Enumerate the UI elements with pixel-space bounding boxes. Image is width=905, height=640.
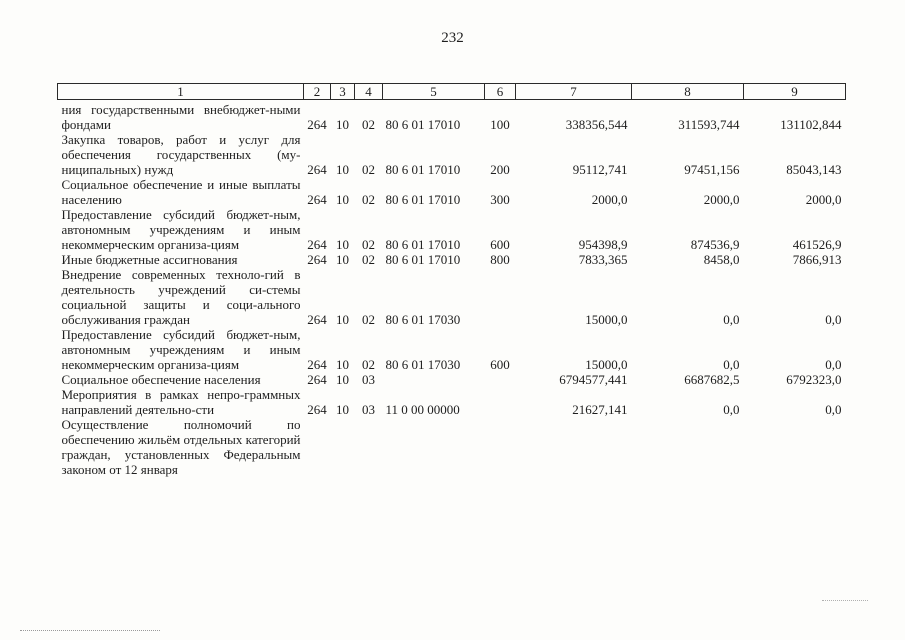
table-row bbox=[58, 207, 846, 252]
cell-amount-8: 2000,0 bbox=[703, 192, 740, 207]
cell-amount-7: 2000,0 bbox=[591, 192, 628, 207]
cell-section: 10 bbox=[336, 237, 349, 252]
table-row bbox=[58, 132, 846, 177]
cell-subsection: 03 bbox=[362, 402, 375, 417]
column-number-header bbox=[58, 84, 846, 100]
cell-section: 10 bbox=[336, 192, 349, 207]
table-row bbox=[58, 100, 846, 133]
row-name: Социальное обеспечение населения bbox=[61, 372, 261, 387]
cell-amount-7: 21627,141 bbox=[572, 402, 628, 417]
cell-target-article: 80 6 01 17010 bbox=[385, 117, 461, 132]
cell-expense-type: 100 bbox=[490, 117, 510, 132]
cell-amount-9: 0,0 bbox=[825, 402, 842, 417]
col-header-4: 4 bbox=[355, 84, 383, 100]
cell-expense-type bbox=[485, 417, 516, 477]
cell-expense-type: 600 bbox=[490, 357, 510, 372]
cell-expense-type: 800 bbox=[490, 252, 510, 267]
table-row bbox=[58, 387, 846, 417]
budget-table bbox=[57, 83, 846, 477]
cell-ministry: 264 bbox=[307, 252, 327, 267]
cell-target-article bbox=[383, 417, 485, 477]
row-name: Предоставление субсидий бюджет-ным, автономным учреждениям и иным некоммерческим организа-циям bbox=[61, 327, 301, 372]
table-row bbox=[58, 177, 846, 207]
cell-amount-8: 311593,744 bbox=[678, 117, 740, 132]
cell-target-article: 80 6 01 17030 bbox=[385, 312, 461, 327]
row-name: Иные бюджетные ассигнования bbox=[61, 252, 238, 267]
row-name: Закупка товаров, работ и услуг для обеспечения государственных (му-ниципальных) нужд bbox=[61, 132, 301, 177]
cell-amount-8: 874536,9 bbox=[690, 237, 740, 252]
col-header-6: 6 bbox=[485, 84, 516, 100]
col-header-9: 9 bbox=[744, 84, 846, 100]
cell-subsection: 02 bbox=[362, 237, 375, 252]
cell-amount-7 bbox=[516, 417, 632, 477]
cell-section: 10 bbox=[336, 117, 349, 132]
cell-section: 10 bbox=[336, 372, 349, 387]
cell-target-article: 80 6 01 17030 bbox=[385, 357, 461, 372]
cell-expense-type bbox=[485, 372, 516, 387]
cell-amount-8: 97451,156 bbox=[684, 162, 740, 177]
cell-amount-9: 0,0 bbox=[825, 312, 842, 327]
cell-ministry: 264 bbox=[307, 312, 327, 327]
col-header-2: 2 bbox=[304, 84, 331, 100]
cell-ministry bbox=[304, 417, 331, 477]
col-header-7: 7 bbox=[516, 84, 632, 100]
cell-amount-9: 85043,143 bbox=[786, 162, 842, 177]
cell-subsection: 02 bbox=[362, 117, 375, 132]
cell-amount-8: 6687682,5 bbox=[684, 372, 740, 387]
cell-section: 10 bbox=[336, 357, 349, 372]
cell-amount-8: 0,0 bbox=[723, 312, 740, 327]
cell-target-article: 11 0 00 00000 bbox=[385, 402, 460, 417]
cell-amount-8: 0,0 bbox=[723, 402, 740, 417]
row-name: ния государственными внебюджет-ными фондами bbox=[61, 102, 301, 132]
cell-expense-type: 300 bbox=[490, 192, 510, 207]
cell-expense-type: 200 bbox=[490, 162, 510, 177]
cell-target-article bbox=[383, 372, 485, 387]
cell-ministry: 264 bbox=[307, 357, 327, 372]
cell-ministry: 264 bbox=[307, 162, 327, 177]
table-row bbox=[58, 417, 846, 477]
cell-target-article: 80 6 01 17010 bbox=[385, 237, 461, 252]
cell-amount-9: 0,0 bbox=[825, 357, 842, 372]
cell-expense-type bbox=[485, 387, 516, 417]
page-number: 232 bbox=[441, 30, 464, 46]
cell-subsection: 03 bbox=[362, 372, 375, 387]
cell-section bbox=[331, 417, 355, 477]
cell-amount-7: 7833,365 bbox=[578, 252, 628, 267]
cell-section: 10 bbox=[336, 402, 349, 417]
cell-ministry: 264 bbox=[307, 402, 327, 417]
cell-amount-7: 6794577,441 bbox=[559, 372, 628, 387]
cell-amount-7: 15000,0 bbox=[585, 312, 628, 327]
cell-amount-9: 6792323,0 bbox=[786, 372, 842, 387]
cell-target-article: 80 6 01 17010 bbox=[385, 192, 461, 207]
row-name: Мероприятия в рамках непро-граммных направлений деятельно-сти bbox=[61, 387, 301, 417]
cell-subsection: 02 bbox=[362, 357, 375, 372]
cell-subsection bbox=[355, 417, 383, 477]
cell-amount-9: 461526,9 bbox=[792, 237, 842, 252]
cell-amount-8 bbox=[632, 417, 744, 477]
table-row bbox=[58, 372, 846, 387]
cell-subsection: 02 bbox=[362, 162, 375, 177]
cell-section: 10 bbox=[336, 252, 349, 267]
cell-amount-8: 8458,0 bbox=[703, 252, 740, 267]
cell-subsection: 02 bbox=[362, 192, 375, 207]
table-row bbox=[58, 252, 846, 267]
table-row bbox=[58, 267, 846, 327]
cell-amount-9: 7866,913 bbox=[792, 252, 842, 267]
cell-expense-type: 600 bbox=[490, 237, 510, 252]
cell-amount-7: 95112,741 bbox=[572, 162, 628, 177]
col-header-8: 8 bbox=[632, 84, 744, 100]
cell-expense-type bbox=[485, 267, 516, 327]
cell-amount-9: 2000,0 bbox=[805, 192, 842, 207]
row-name: Предоставление субсидий бюджет-ным, автономным учреждениям и иным некоммерческим организа-циям bbox=[61, 207, 301, 252]
cell-target-article: 80 6 01 17010 bbox=[385, 252, 461, 267]
cell-amount-7: 954398,9 bbox=[578, 237, 628, 252]
cell-amount-7: 15000,0 bbox=[585, 357, 628, 372]
cell-ministry: 264 bbox=[307, 117, 327, 132]
cell-amount-9 bbox=[744, 417, 846, 477]
cell-section: 10 bbox=[336, 162, 349, 177]
row-name: Социальное обеспечение и иные выплаты населению bbox=[61, 177, 301, 207]
cell-amount-7: 338356,544 bbox=[565, 117, 628, 132]
row-name: Осуществление полномочий по обеспечению жильём отдельных категорий граждан, установленных Федеральным законом от 12 января bbox=[61, 417, 301, 477]
cell-target-article: 80 6 01 17010 bbox=[385, 162, 461, 177]
scan-artifact-line bbox=[20, 630, 160, 632]
cell-amount-8: 0,0 bbox=[723, 357, 740, 372]
col-header-1: 1 bbox=[58, 84, 304, 100]
cell-ministry: 264 bbox=[307, 372, 327, 387]
cell-subsection: 02 bbox=[362, 252, 375, 267]
cell-ministry: 264 bbox=[307, 192, 327, 207]
col-header-3: 3 bbox=[331, 84, 355, 100]
row-name: Внедрение современных техноло-гий в деятельность учреждений си-стемы социальной защиты и соци-ального обслуживания граждан bbox=[61, 267, 301, 327]
col-header-5: 5 bbox=[383, 84, 485, 100]
scan-artifact-dots bbox=[822, 600, 868, 602]
cell-subsection: 02 bbox=[362, 312, 375, 327]
cell-section: 10 bbox=[336, 312, 349, 327]
table-row bbox=[58, 327, 846, 372]
cell-ministry: 264 bbox=[307, 237, 327, 252]
cell-amount-9: 131102,844 bbox=[780, 117, 842, 132]
